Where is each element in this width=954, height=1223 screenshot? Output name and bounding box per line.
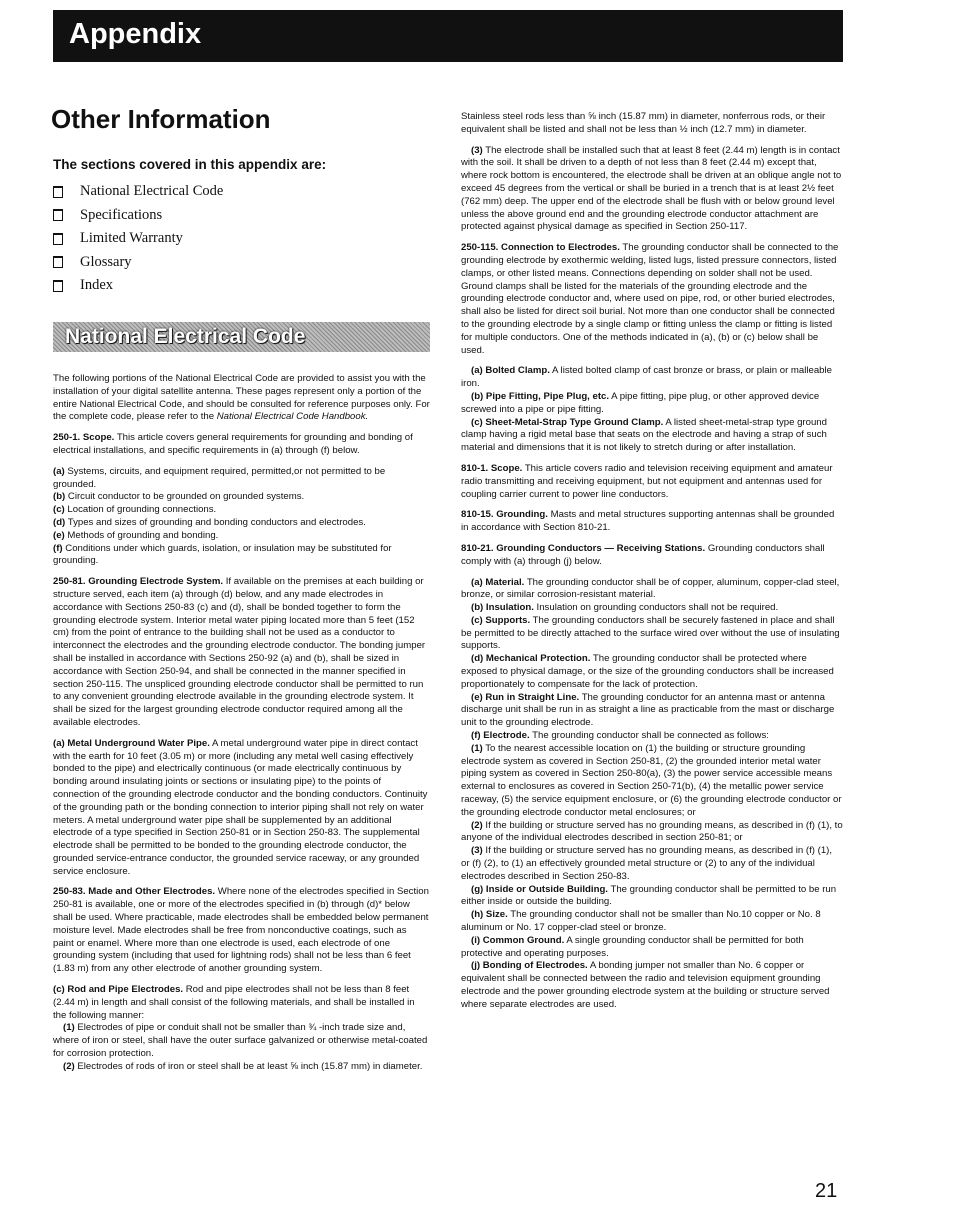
list-item: (c) Location of grounding connections. [53, 504, 217, 516]
checkbox-icon [53, 209, 63, 221]
appendix-banner [53, 10, 843, 62]
checkbox-icon [53, 233, 63, 245]
section-810-15: 810-15. Grounding. Masts and metal structures supporting antennas shall be grounded in accordance with Section 810-21. [461, 509, 835, 534]
list-item: (b) Circuit conductor to be grounded on grounded systems. [53, 491, 305, 503]
list-item: (2) If the building or structure served has no grounding means, as described in (f) (1), to anyone of the individual electrodes described in section 250-81; or [461, 819, 843, 844]
list-item: (f) Conditions under which guards, isolation, or insulation may be substituted for grounding. [53, 542, 392, 567]
list-item: (d) Mechanical Protection. The grounding conductor shall be protected where exposed to physical damage, or the size of the grounding conductors shall be increased proportionately to compensate for the lack of protection. [461, 653, 834, 690]
list-item: (a) Material. The grounding conductor shall be of copper, aluminum, copper-clad steel, bronze, or similar corrosion-resistant material. [461, 576, 840, 601]
section-250-83: 250-83. Made and Other Electrodes. Where none of the electrodes specified in Section 250-81 is available, one or more of the electrodes specified in (b) through (d)* below shall be used. Where practicable, made electrodes shall be embedded below permanent moisture level. Made electrodes shall be free from nonconductive coatings, such as paint or enamel. Where more than one electrode is used, each electrode of one grounding system (including that used for lightning rods) shall not be less than 6 feet (1.83 m) from any other electrode of another grounding system. [53, 886, 429, 975]
list-item: (g) Inside or Outside Building. The grounding conductor shall be permitted to be run either inside or outside the building. [461, 883, 837, 908]
list-item: (c) Sheet-Metal-Strap Type Ground Clamp. A listed sheet-metal-strap type ground clamp having a rigid metal base that seats on the electrode and having a strap of such material and dimensions that it is not likely to stretch during or after installation. [461, 416, 827, 454]
list-item: (j) Bonding of Electrodes. A bonding jumper not smaller than No. 6 copper or equivalent shall be connected between the radio and television equipment grounding electrode and the power grounding electrode system at the building or structure served where separate electrodes are used. [461, 960, 830, 1010]
list-item: (c) Supports. The grounding conductors shall be securely fastened in place and shall be permitted to be directly attached to the surface wired over without the use of insulating supports. [461, 614, 840, 652]
page-number: 21 [815, 1180, 838, 1202]
section-250-81-a: (a) Metal Underground Water Pipe. A metal underground water pipe in direct contact with the earth for 10 feet (3.05 m) or more (including any metal well casing effectively bonded to the pipe) and electrically continuous (or made electrically continuous by bonding around insulating joints or sections or insulating pipe) to the points of connection of the grounding electrode conductor and the bonding conductors. Continuity of the grounding path or the bonding connection to interior piping shall not rely on water meters. A metal underground water pipe shall be supplemented by an additional electrode of a type specified in Section 250-81 or in Section 250-83. The supplemental electrode shall be permitted to be bonded to the grounding electrode conductor, the grounded service-entrance conductor, the grounded service raceway, or any grounded service enclosure. [53, 737, 428, 877]
list-item: (3) The electrode shall be installed such that at least 8 feet (2.44 m) length is in contact with the soil. It shall be driven to a depth of not less than 8 feet (2.44 m) except that, where rock bottom is encountered, the electrode shall be driven at an oblique angle not to exceed 45 degrees from the vertical or shall be buried in a trench that is at least 2½ feet (762 mm) deep. The upper end of the electrode shall be flush with or below ground level unless the above ground end and the grounding electrode conductor attachment are protected against physical damage as specified in Section 250-117. [461, 144, 842, 233]
left-column [53, 373, 430, 1074]
list-item: (3) If the building or structure served has no grounding means, as described in (f) (1), or (f) (2), to (1) an effectively grounded metal structure or (2) to any of the individual electrodes described in Section 250-83. [461, 845, 833, 882]
intro-paragraph: The following portions of the National Electrical Code are provided to assist you with the installation of your digital satellite antenna. These pages represent only a portion of the entire National Electrical Code, and should be consulted for reference purposes only. For the complete code, please refer to the National Electrical Code Handbook. [53, 373, 430, 423]
checkbox-icon [53, 186, 63, 198]
nec-heading: National Electrical Code [65, 325, 306, 348]
page-title: Other Information [51, 104, 271, 134]
list-item: Specifications [53, 204, 223, 228]
list-item: (i) Common Ground. A single grounding conductor shall be permitted for both protective and operating purposes. [461, 934, 804, 959]
list-item: (d) Types and sizes of grounding and bonding conductors and electrodes. [53, 516, 366, 528]
list-item: Limited Warranty [53, 227, 223, 251]
list-item: (b) Insulation. Insulation on grounding conductors shall not be required. [471, 602, 779, 614]
list-item: (f) Electrode. The grounding conductor shall be connected as follows: [471, 730, 769, 742]
list-item: Index [53, 274, 223, 298]
section-250-81: 250-81. Grounding Electrode System. If available on the premises at each building or structure served, each item (a) through (d) below, and any made electrodes in accordance with Sections 250-83 (c) and (d), shall be bonded together to form the grounding electrode system. Interior metal water piping located more than 5 feet (152 cm) from the point of entrance to the building shall not be used as a conductor to interconnect the electrodes and the grounding electrode conductor. The bonding jumper shall be installed in accordance with Sections 250-92 (a) and (b), shall be sized in accordance with Section 250-94, and shall be connected in the manner specified in section 250-115. The unspliced grounding electrode conductor shall be permitted to run to any convenient grounding electrode available in the grounding electrode system. It shall be sized for the largest grounding electrode conductor required among all the available electrodes. [53, 576, 426, 728]
section-list [53, 180, 223, 298]
section-250-1: 250-1. Scope. This article covers general requirements for grounding and bonding of electrical installations, and specific requirements in (a) through (f) below. [53, 432, 413, 456]
list-item: (2) Electrodes of rods of iron or steel shall be at least ⅝ inch (15.87 mm) in diameter. [63, 1060, 423, 1072]
list-item: (a) Bolted Clamp. A listed bolted clamp of cast bronze or brass, or plain or malleable iron. [461, 365, 832, 390]
list-item: National Electrical Code [53, 180, 223, 204]
checkbox-icon [53, 256, 63, 268]
section-250-83-c: (c) Rod and Pipe Electrodes. Rod and pipe electrodes shall not be less than 8 feet (2.44 m) in length and shall consist of the following materials, and shall be installed in the following manner: [53, 984, 415, 1021]
nec-heading-bar [53, 322, 430, 352]
list-item: (b) Pipe Fitting, Pipe Plug, etc. A pipe fitting, pipe plug, or other approved device screwed into a pipe or pipe fitting. [461, 390, 820, 415]
banner-title: Appendix [69, 18, 202, 50]
list-item: (h) Size. The grounding conductor shall not be smaller than No.10 copper or No. 8 aluminum or No. 17 copper-clad steel or bronze. [461, 909, 821, 934]
section-250-115: 250-115. Connection to Electrodes. The grounding conductor shall be connected to the grounding electrode by exothermic welding, listed lugs, listed pressure connectors, listed clamps, or other listed means. Connections depending on solder shall not be used. Ground clamps shall be listed for the materials of the grounding electrode and the grounding electrode conductor and, where used on pipe, rod, or other buried electrodes, shall also be listed for direct soil burial. Not more than one conductor shall be connected to the grounding electrode by a single clamp or fitting unless the clamp or fitting is listed for multiple conductors. One of the methods indicated in (a), (b) or (c) below shall be used. [461, 242, 839, 356]
list-item: (1) To the nearest accessible location on (1) the building or structure grounding electrode system as covered in Section 250-81, (2) the grounded interior metal water piping system as covered in Section 250-80(a), (3) the power service accessible means external to enclosures as covered in Section 250-71(b), (4) the metallic power service raceway, (5) the service equipment enclosure, or (6) the grounding electrode conductor or the grounding electrode conductor metal enclosures; or [461, 742, 842, 818]
sections-heading: The sections covered in this appendix are: [53, 157, 327, 172]
paragraph: Stainless steel rods less than ⅝ inch (15.87 mm) in diameter, nonferrous rods, or their equivalent shall be listed and shall not be less than ½ inch (12.7 mm) in diameter. [461, 111, 826, 135]
right-column [461, 111, 843, 1012]
section-810-1: 810-1. Scope. This article covers radio and television receiving equipment and amateur radio transmitting and receiving equipment, but not equipment and antennas used for coupling carrier current to power line conductors. [461, 462, 833, 500]
list-item: (e) Run in Straight Line. The grounding conductor for an antenna mast or antenna discharge unit shall be run in as straight a line as practicable from the mast or discharge unit to the grounding electrode. [461, 691, 835, 729]
section-810-21: 810-21. Grounding Conductors — Receiving Stations. Grounding conductors shall comply with (a) through (j) below. [461, 542, 825, 567]
list-item: (e) Methods of grounding and bonding. [53, 529, 219, 541]
list-item: (1) Electrodes of pipe or conduit shall not be smaller than ¾ -inch trade size and, where of iron or steel, shall have the outer surface galvanized or otherwise metal-coated for corrosion protection. [53, 1022, 428, 1060]
checkbox-icon [53, 280, 63, 292]
list-item: Glossary [53, 251, 223, 275]
list-item: (a) Systems, circuits, and equipment required, permitted,or not permitted to be grounded. [53, 465, 386, 490]
